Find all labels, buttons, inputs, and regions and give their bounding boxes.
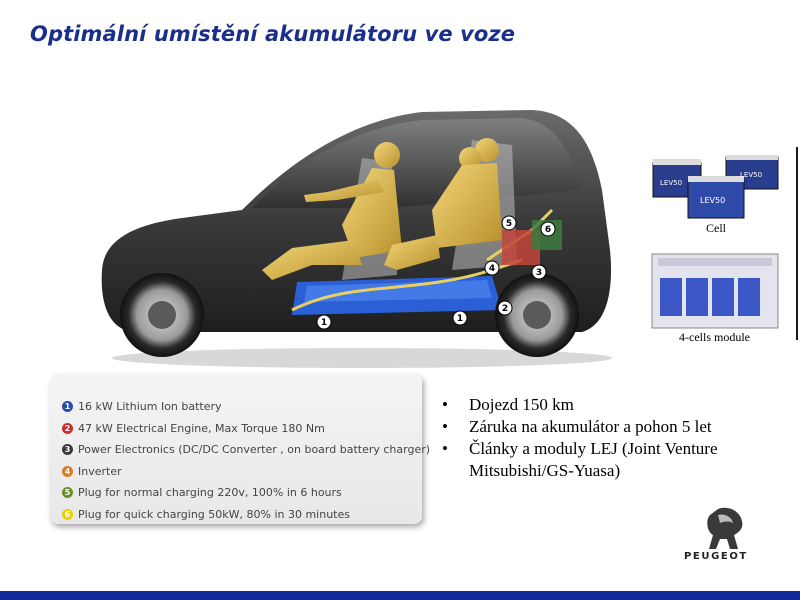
- car-cutaway-image: [92, 100, 622, 370]
- svg-text:1: 1: [456, 314, 464, 324]
- legend-text: Plug for quick charging 50kW, 80% in 30 minutes: [78, 507, 350, 521]
- peugeot-lion-logo: [700, 505, 750, 553]
- legend-item: [62, 439, 431, 461]
- legend-number-icon: 1: [62, 401, 73, 412]
- bullet-item: • Záruka na akumulátor a pohon 5 let: [440, 416, 780, 438]
- brand-name: PEUGEOT: [684, 551, 748, 562]
- svg-text:LEV50: LEV50: [700, 196, 726, 205]
- legend-number-icon: 4: [62, 466, 73, 477]
- legend-item: [62, 418, 422, 440]
- car-illustration: [92, 100, 622, 370]
- legend-text: Plug for normal charging 220v, 100% in 6 hours: [78, 486, 342, 500]
- legend-text: 47 kW Electrical Engine, Max Torque 180 Nm: [78, 421, 325, 435]
- legend-item: [62, 396, 422, 418]
- cell-label: Cell: [706, 221, 726, 235]
- legend-item: [62, 461, 422, 483]
- svg-text:2: 2: [501, 304, 509, 314]
- svg-text:LEV50: LEV50: [660, 179, 683, 187]
- battery-module-image: [650, 248, 780, 330]
- legend-box: [50, 374, 431, 524]
- legend-list: [50, 374, 431, 525]
- slide-title: Optimální umístění akumulátoru ve voze: [30, 22, 516, 46]
- bullet-item: • Články a moduly LEJ (Joint Venture Mitsubishi/GS-Yuasa): [440, 438, 780, 482]
- legend-number-icon: 6: [62, 509, 73, 520]
- svg-text:4: 4: [488, 264, 496, 274]
- legend-text: Power Electronics (DC/DC Converter , on board battery charger): [78, 443, 431, 457]
- legend-text: 16 kW Lithium Ion battery: [78, 400, 222, 414]
- bullet-item: • Dojezd 150 km: [440, 394, 780, 416]
- legend-number-icon: 5: [62, 487, 73, 498]
- bullet-list: [440, 394, 780, 482]
- legend-number-icon: 2: [62, 423, 73, 434]
- legend-item: [62, 504, 422, 526]
- svg-text:3: 3: [535, 268, 543, 278]
- legend-number-icon: 3: [62, 444, 73, 455]
- svg-text:5: 5: [505, 219, 513, 229]
- legend-text: Inverter: [78, 464, 122, 478]
- svg-text:1: 1: [320, 318, 328, 328]
- svg-text:6: 6: [544, 225, 552, 235]
- bottom-bar: [0, 591, 800, 600]
- divider: [796, 147, 798, 340]
- legend-item: [62, 482, 422, 504]
- svg-text:LEV50: LEV50: [740, 171, 763, 179]
- module-label: 4-cells module: [679, 330, 750, 344]
